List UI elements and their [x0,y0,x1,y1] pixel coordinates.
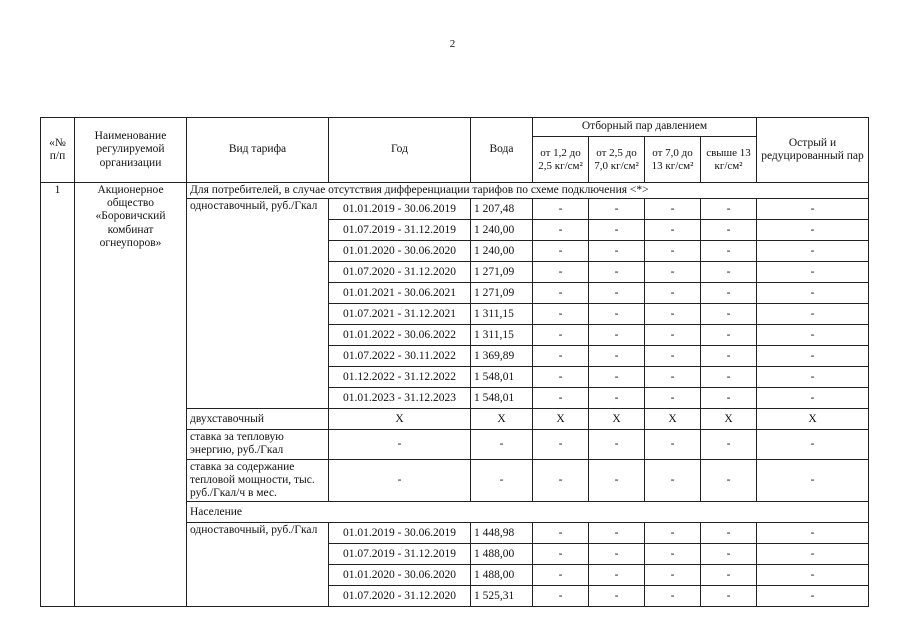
section-row [41,183,869,199]
water-cell: 1 271,09 [471,283,533,304]
period-cell: 01.01.2021 - 30.06.2021 [329,283,471,304]
water-cell: 1 548,01 [471,388,533,409]
steam-dash: - [701,241,757,262]
page-number: 2 [449,38,456,50]
steam-dash: - [701,388,757,409]
steam-dash: - [645,262,701,283]
steam-dash: - [533,586,589,607]
steam-dash: - [533,283,589,304]
steam-dash: - [533,199,589,220]
steam-dash: - [645,565,701,586]
period-cell: 01.07.2019 - 31.12.2019 [329,544,471,565]
steam-dash: - [589,586,645,607]
steam-dash: - [533,262,589,283]
steam-dash: - [645,523,701,544]
x-mark: X [757,409,869,430]
steam-dash: - [757,304,869,325]
water-cell: 1 548,01 [471,367,533,388]
x-mark: X [589,409,645,430]
steam-dash: - [757,325,869,346]
water-cell: 1 311,15 [471,325,533,346]
heat-dash: - [701,430,757,459]
period-cell: 01.12.2022 - 31.12.2022 [329,367,471,388]
steam-dash: - [701,523,757,544]
steam-dash: - [757,388,869,409]
water-cell: 1 240,00 [471,241,533,262]
steam-dash: - [645,220,701,241]
capacity-dash: - [757,459,869,502]
section-population: Население [187,502,869,523]
steam-dash: - [757,241,869,262]
steam-dash: - [589,304,645,325]
capacity-dash: - [645,459,701,502]
steam-dash: - [589,346,645,367]
org-number: 1 [41,183,75,607]
heat-dash: - [471,430,533,459]
capacity-dash: - [471,459,533,502]
steam-dash: - [701,325,757,346]
steam-dash: - [589,565,645,586]
steam-dash: - [757,283,869,304]
steam-dash: - [533,241,589,262]
period-cell: 01.01.2019 - 30.06.2019 [329,523,471,544]
x-mark: X [645,409,701,430]
steam-dash: - [589,220,645,241]
header-water: Вода [471,118,533,183]
steam-dash: - [645,325,701,346]
population-label: одноставочный, руб./Гкал [187,523,329,607]
steam-dash: - [589,262,645,283]
period-cell: 01.07.2020 - 31.12.2020 [329,586,471,607]
steam-dash: - [533,346,589,367]
steam-dash: - [757,199,869,220]
steam-dash: - [701,346,757,367]
steam-dash: - [701,565,757,586]
period-cell: 01.01.2020 - 30.06.2020 [329,565,471,586]
steam-dash: - [757,220,869,241]
steam-dash: - [757,367,869,388]
single-rate-label: одноставочный, руб./Гкал [187,199,329,409]
steam-dash: - [757,262,869,283]
steam-dash: - [589,523,645,544]
steam-dash: - [589,544,645,565]
steam-dash: - [701,262,757,283]
steam-dash: - [589,241,645,262]
steam-dash: - [533,304,589,325]
steam-dash: - [701,199,757,220]
heat-dash: - [757,430,869,459]
steam-dash: - [757,346,869,367]
water-cell: 1 488,00 [471,565,533,586]
steam-dash: - [589,325,645,346]
header-steam-4: свыше 13 кг/см² [701,137,757,183]
x-mark: X [329,409,471,430]
header-row [41,118,869,137]
steam-dash: - [533,325,589,346]
steam-dash: - [701,544,757,565]
steam-dash: - [533,220,589,241]
x-mark: X [701,409,757,430]
steam-dash: - [701,220,757,241]
capacity-label: ставка за содержание тепловой мощности, тыс. руб./Гкал/ч в мес. [187,459,329,502]
steam-dash: - [645,544,701,565]
period-cell: 01.07.2019 - 31.12.2019 [329,220,471,241]
header-steam-group: Отборный пар давлением [533,118,757,137]
header-steam-1: от 1,2 до 2,5 кг/см² [533,137,589,183]
header-year: Год [329,118,471,183]
period-cell: 01.01.2022 - 30.06.2022 [329,325,471,346]
steam-dash: - [645,367,701,388]
steam-dash: - [533,367,589,388]
steam-dash: - [645,586,701,607]
steam-dash: - [533,388,589,409]
heat-energy-label: ставка за тепловую энергию, руб./Гкал [187,430,329,459]
header-sharp-steam: Острый и редуцированный пар [757,118,869,183]
water-cell: 1 448,98 [471,523,533,544]
two-rate-label: двухставочный [187,409,329,430]
x-mark: X [533,409,589,430]
steam-dash: - [533,544,589,565]
water-cell: 1 311,15 [471,304,533,325]
steam-dash: - [701,304,757,325]
water-cell: 1 207,48 [471,199,533,220]
header-tariff-type: Вид тарифа [187,118,329,183]
period-cell: 01.01.2019 - 30.06.2019 [329,199,471,220]
steam-dash: - [645,388,701,409]
water-cell: 1 240,00 [471,220,533,241]
steam-dash: - [533,565,589,586]
steam-dash: - [589,388,645,409]
steam-dash: - [645,346,701,367]
heat-dash: - [329,430,471,459]
capacity-dash: - [701,459,757,502]
capacity-dash: - [329,459,471,502]
steam-dash: - [589,283,645,304]
steam-dash: - [701,283,757,304]
steam-dash: - [645,304,701,325]
water-cell: 1 369,89 [471,346,533,367]
period-cell: 01.07.2021 - 31.12.2021 [329,304,471,325]
x-mark: X [471,409,533,430]
period-cell: 01.01.2023 - 31.12.2023 [329,388,471,409]
heat-dash: - [533,430,589,459]
capacity-dash: - [589,459,645,502]
steam-dash: - [589,367,645,388]
steam-dash: - [757,544,869,565]
steam-dash: - [645,283,701,304]
steam-dash: - [589,199,645,220]
steam-dash: - [757,586,869,607]
steam-dash: - [701,367,757,388]
header-org: Наименование регулируемой организации [75,118,187,183]
water-cell: 1 525,31 [471,586,533,607]
org-name: Акционерное общество «Боровичский комбинат огнеупоров» [75,183,187,607]
steam-dash: - [701,586,757,607]
section-consumers: Для потребителей, в случае отсутствия дифференциации тарифов по схеме подключения <*> [187,183,869,199]
steam-dash: - [645,199,701,220]
heat-dash: - [645,430,701,459]
period-cell: 01.01.2020 - 30.06.2020 [329,241,471,262]
period-cell: 01.07.2020 - 31.12.2020 [329,262,471,283]
water-cell: 1 271,09 [471,262,533,283]
period-cell: 01.07.2022 - 30.11.2022 [329,346,471,367]
tariff-table [40,117,869,607]
steam-dash: - [757,565,869,586]
water-cell: 1 488,00 [471,544,533,565]
steam-dash: - [533,523,589,544]
heat-dash: - [589,430,645,459]
steam-dash: - [757,523,869,544]
header-num: «№ п/п [41,118,75,183]
steam-dash: - [645,241,701,262]
capacity-dash: - [533,459,589,502]
header-steam-2: от 2,5 до 7,0 кг/см² [589,137,645,183]
header-steam-3: от 7,0 до 13 кг/см² [645,137,701,183]
